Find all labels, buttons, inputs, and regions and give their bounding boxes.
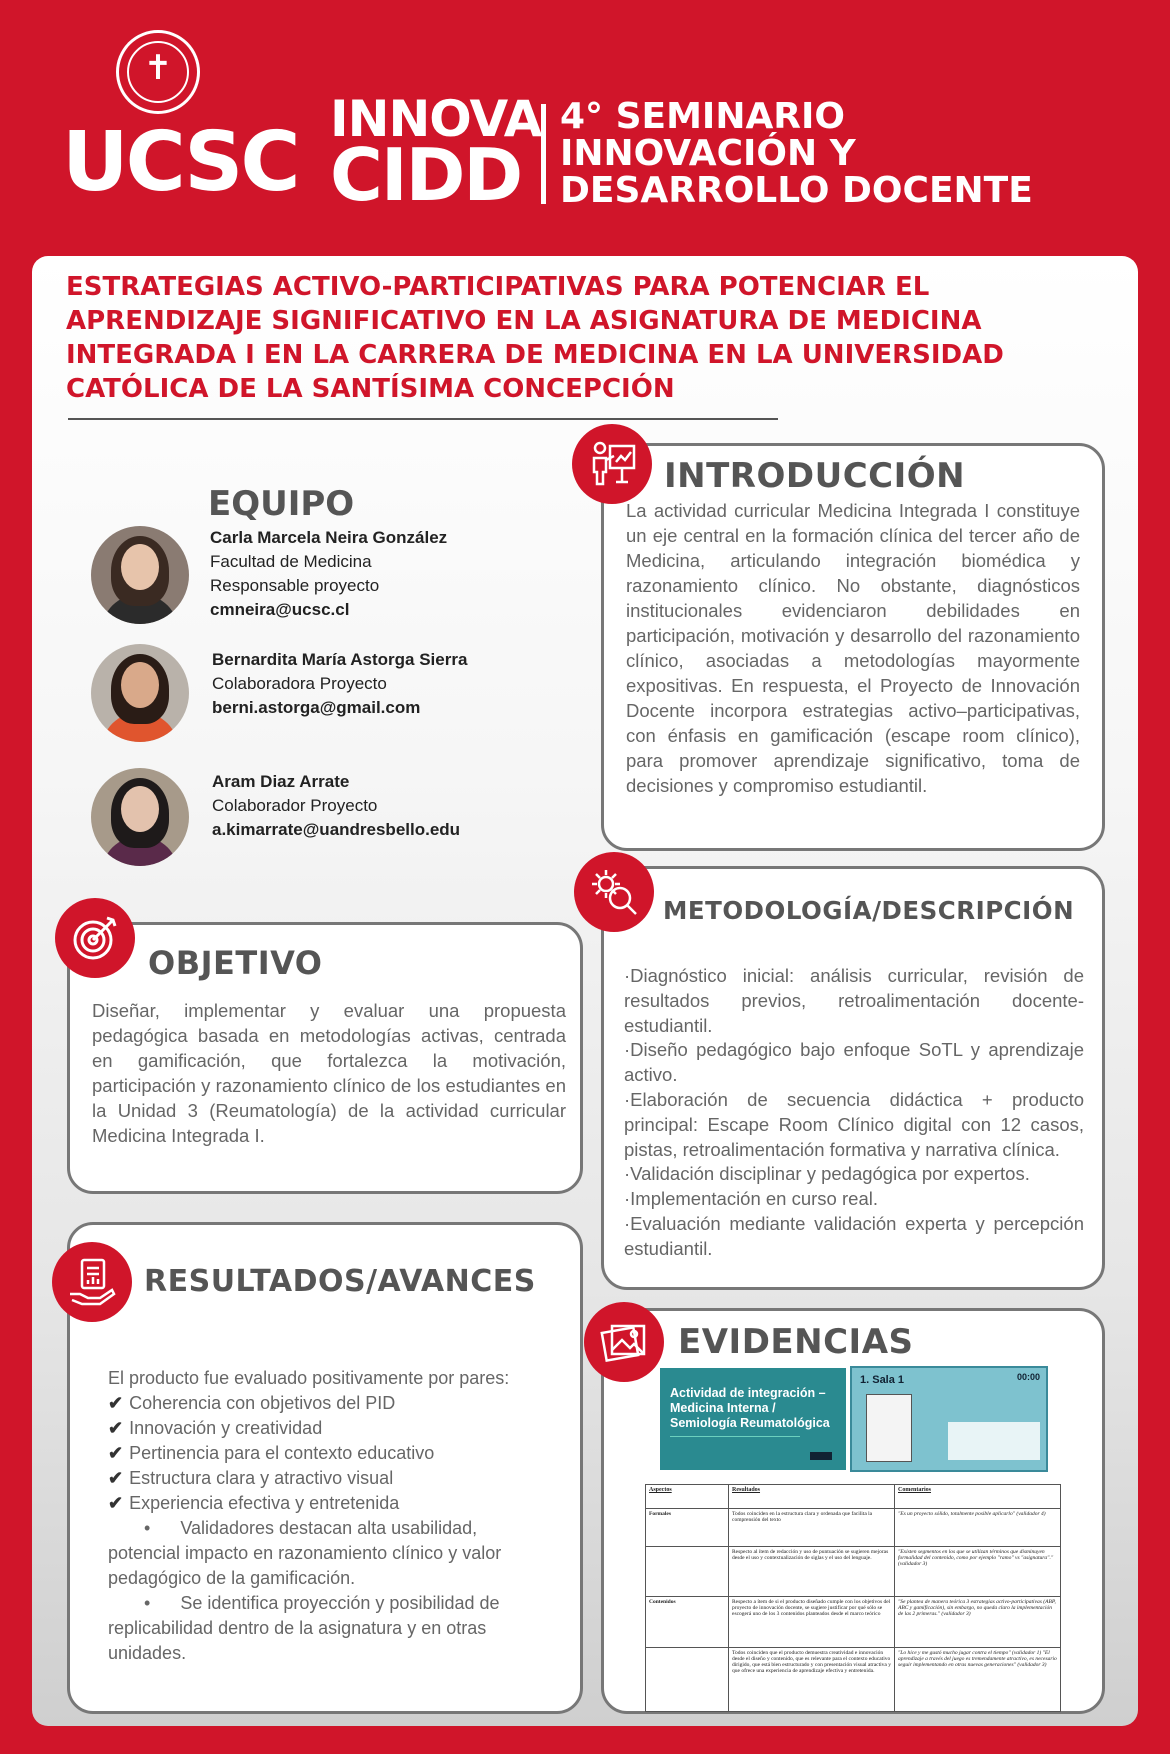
member-name: Aram Diaz Arrate [212, 772, 350, 791]
resultados-intro: El producto fue evaluado positivamente por pares: [108, 1368, 510, 1388]
bullet-item: • Validadores destacan alta usabilidad, potencial impacto en razonamiento clínico y valor pedagógico de la gamificación. [108, 1518, 502, 1588]
introduccion-heading: INTRODUCCIÓN [664, 456, 966, 496]
title-divider [68, 418, 778, 420]
table-header: Aspectos [646, 1485, 729, 1509]
table-row: Formales Todos coinciden en la estructura clara y ordenada que facilita la comprensión del texto "Es un proyecto sólido, totalmente posible aplicarlo" (validador 4) [646, 1509, 1061, 1546]
gallery-icon [584, 1302, 664, 1382]
evidence-screenshot-2 [850, 1366, 1048, 1472]
seminar-line-2: INNOVACIÓN Y [560, 133, 856, 174]
resultados-content [108, 1366, 548, 1666]
team-member-3 [212, 770, 460, 842]
team-member-2 [212, 648, 467, 720]
metodologia-item: ·Evaluación mediante validación experta y percepción estudiantil. [624, 1212, 1084, 1259]
presentation-icon [572, 424, 652, 504]
member-role: Responsable proyecto [210, 576, 380, 595]
objetivo-heading: OBJETIVO [148, 944, 323, 982]
member-email[interactable]: berni.astorga@gmail.com [212, 698, 421, 717]
table-header: Resultados [729, 1485, 895, 1509]
resultados-heading: RESULTADOS/AVANCES [144, 1264, 536, 1299]
university-seal-icon [116, 30, 200, 114]
seminar-line-3: DESARROLLO DOCENTE [560, 170, 1033, 211]
checkmark-icon: ✔ [108, 1443, 124, 1463]
evidencias-heading: EVIDENCIAS [678, 1322, 914, 1362]
metodologia-item: ·Diseño pedagógico bajo enfoque SoTL y aprendizaje activo. [624, 1039, 1084, 1086]
avatar-member-1 [91, 526, 189, 624]
member-email[interactable]: cmneira@ucsc.cl [210, 600, 350, 619]
target-icon [55, 898, 135, 978]
check-item: ✔ Innovación y creatividad [108, 1418, 323, 1438]
member-name: Carla Marcela Neira González [210, 528, 448, 547]
metodologia-heading: METODOLOGÍA/DESCRIPCIÓN [663, 896, 1075, 925]
evidence-timer: 00:00 [1016, 1372, 1040, 1382]
checkmark-icon: ✔ [108, 1493, 124, 1513]
table-row: Respecto al ítem de redacción y uso de puntuación se sugieren mejoras desde el uso y contextualización de siglas y el uso del lenguaje. "Existen segmentos en los que se utilizan términos que disminuyen formalidad del contenido, como por ejemplo "ramo" vs "asignatura"." (validador 3) [646, 1546, 1061, 1597]
avatar-member-2 [91, 644, 189, 742]
metodologia-list [624, 964, 1084, 1262]
metodologia-item: ·Implementación en curso real. [624, 1188, 878, 1210]
checkmark-icon: ✔ [108, 1418, 124, 1438]
metodologia-item: ·Validación disciplinar y pedagógica por expertos. [624, 1163, 1030, 1185]
member-affiliation: Facultad de Medicina [210, 552, 372, 571]
metodologia-item: ·Diagnóstico inicial: análisis curricular, revisión de resultados previos, retroalimentación docente-estudiantil. [624, 965, 1084, 1036]
member-email[interactable]: a.kimarrate@uandresbello.edu [212, 820, 461, 839]
evidence-screenshot-1 [660, 1368, 846, 1470]
seminar-title [560, 98, 1033, 209]
check-item: ✔ Pertinencia para el contexto educativo [108, 1443, 435, 1463]
poster-header [0, 0, 1170, 250]
introduccion-text: La actividad curricular Medicina Integrada I constituye un eje central en la formación clínica del tercer año de Medicina, articulando integración biomédica y razonamiento clínico. No obstante, diagnósticos institucionales evidenciaron debilidades en participación, motivación y desarrollo del razonamiento clínico, asociadas a metodologías mayormente expositivas. En respuesta, el Proyecto de Innovación Docente incorpora estrategias activo–participativas, con énfasis en gamificación (escape room clínico), para promover aprendizaje significativo, toma de decisiones y compromiso estudiantil. [626, 500, 1080, 796]
member-name: Bernardita María Astorga Sierra [212, 650, 468, 669]
objetivo-text: Diseñar, implementar y evaluar una propuesta pedagógica basada en metodologías activas, centrada en gamificación, que fortalezca la motivación, participación y razonamiento clínico de los estudiantes en la Unidad 3 (Reumatología) de la actividad curricular Medicina Integrada I. [92, 1000, 566, 1146]
check-item: ✔ Experiencia efectiva y entretenida [108, 1493, 400, 1513]
innova-logo-text: INNOVA [330, 90, 542, 148]
poster-title: ESTRATEGIAS ACTIVO-PARTICIPATIVAS PARA POTENCIAR EL APRENDIZAJE SIGNIFICATIVO EN LA ASIGNATURA DE MEDICINA INTEGRADA I EN LA CARRERA DE MEDICINA EN LA UNIVERSIDAD CATÓLICA DE LA SANTÍSIMA CONCEPCIÓN [66, 272, 1004, 404]
table-row: Contenidos Respecto a ítem de si el producto diseñado cumple con los objetivos del proyecto de innovación docente, se sugiere justificar por qué sólo se escogerá uno de los 3 contenidos planteados desde el marco teórico "Se plantea de manera teórica 3 estrategias activo-participativas (ABP, ABC y gamificación), sin embargo, no queda claro la implementación de las 2 primeras." (validador 3) [646, 1597, 1061, 1648]
checkmark-icon: ✔ [108, 1393, 124, 1413]
seminar-line-1: 4° SEMINARIO [560, 96, 846, 137]
bullet-item: • Se identifica proyección y posibilidad de replicabilidad dentro de la asignatura y en otras unidades. [108, 1593, 500, 1663]
avatar-member-3 [91, 768, 189, 866]
evidence-card-title: Actividad de integración – Medicina Interna / Semiología Reumatológica [670, 1386, 830, 1430]
member-role: Colaboradora Proyecto [212, 674, 387, 693]
table-row: Todos coinciden que el producto demuestra creatividad e innovación desde el diseño y contenido, que es relevante para el contexto educativo dirigido, que está bien estructurado y con presentación visual atractiva y que ofrece una experiencia de aprendizaje efectiva y entretenida. "Lo hice y me gustó mucho jugar contra el tiempo" (validador 1) "El aprendizaje a través del juego es tremendamente atractivo, es necesario seguir implementando en otras nuevas generaciones" (validador 3) [646, 1648, 1061, 1712]
table-header: Comentarios [895, 1485, 1061, 1509]
check-item: ✔ Coherencia con objetivos del PID [108, 1393, 396, 1413]
checkmark-icon: ✔ [108, 1468, 124, 1488]
gear-search-icon [574, 852, 654, 932]
evidence-table [645, 1484, 1061, 1712]
cidd-logo-text: CIDD [330, 133, 522, 217]
member-role: Colaborador Proyecto [212, 796, 378, 815]
header-divider [541, 104, 546, 204]
metodologia-item: ·Elaboración de secuencia didáctica + producto principal: Escape Room Clínico digital con 12 casos, pistas, retroalimentación formativa y narrativa clínica. [624, 1088, 1084, 1160]
university-logo-text: UCSC [62, 115, 298, 210]
evidence-room-title: 1. Sala 1 [860, 1374, 905, 1386]
check-item: ✔ Estructura clara y atractivo visual [108, 1468, 394, 1488]
report-hand-icon [52, 1242, 132, 1322]
team-member-1 [210, 526, 447, 622]
team-heading: EQUIPO [208, 484, 355, 524]
